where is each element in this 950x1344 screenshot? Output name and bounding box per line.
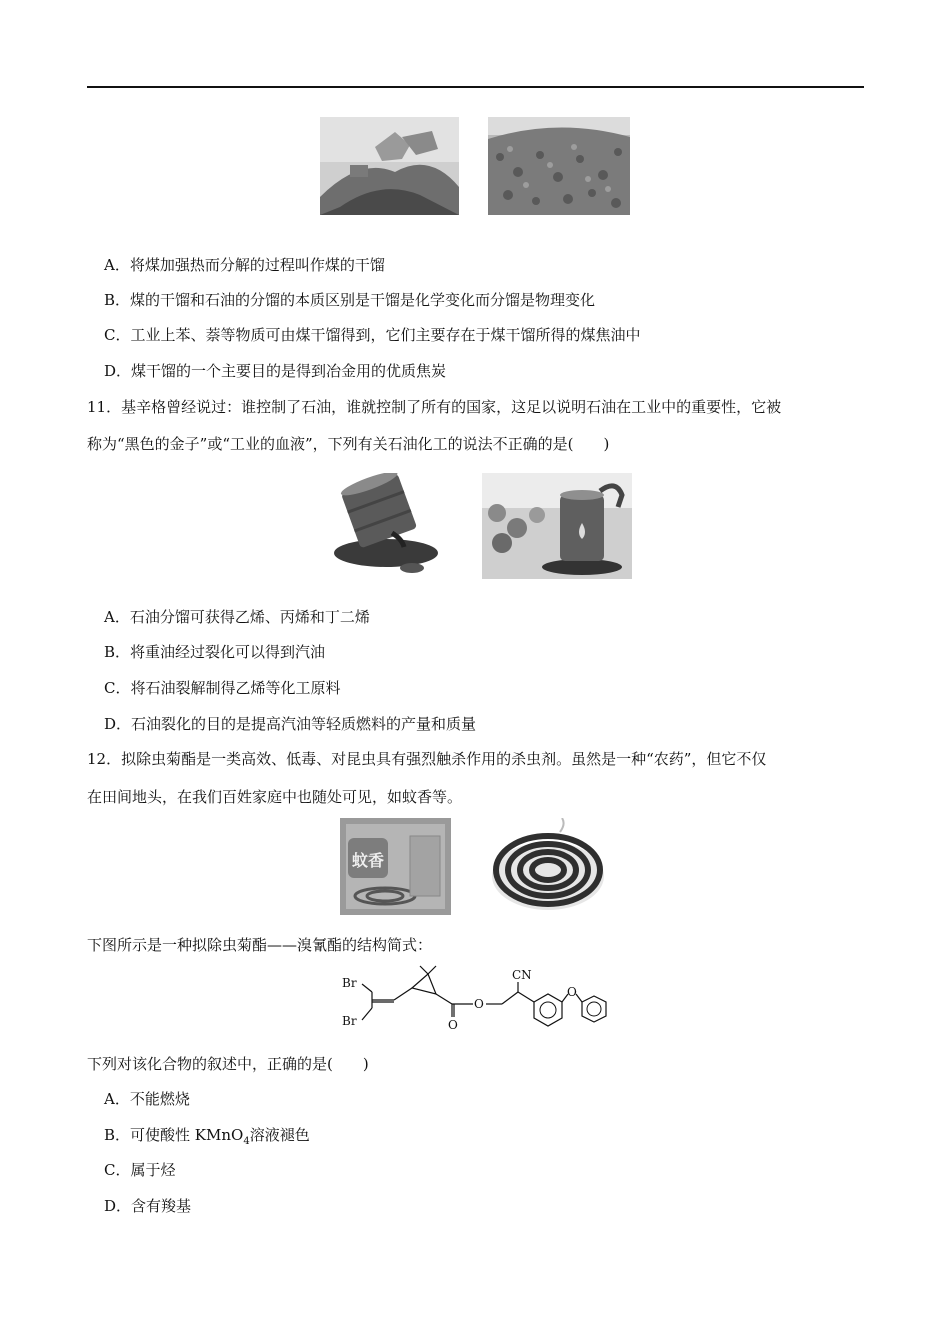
- structure-label-br-top: Br: [342, 976, 357, 990]
- q12-option-b: B．可使酸性 KMnO$_4$溶液褪色: [104, 1126, 310, 1147]
- header-rule: [87, 86, 864, 88]
- q12-option-a: A．不能燃烧: [104, 1090, 190, 1108]
- q12-question: 下列对该化合物的叙述中，正确的是( ): [87, 1055, 369, 1073]
- q10-option-c: C．工业上苯、萘等物质可由煤干馏得到，它们主要存在于煤干馏所得的煤焦油中: [104, 326, 641, 344]
- q11-option-c: C．将石油裂解制得乙烯等化工原料: [104, 679, 341, 697]
- mosquito-coil-box-image: [340, 818, 451, 915]
- structure-label-ether-o: O: [567, 985, 577, 999]
- oil-barrel-protest-image: [482, 473, 632, 579]
- q11-option-a: A．石油分馏可获得乙烯、丙烯和丁二烯: [104, 608, 370, 626]
- structure-label-cn: CN: [512, 968, 532, 982]
- coal-excavator-image: [320, 117, 459, 215]
- q12-structure-intro: 下图所示是一种拟除虫菊酯——溴氰酯的结构简式：: [87, 936, 433, 954]
- oil-barrel-spill-image: [322, 473, 450, 579]
- q10-option-b: B．煤的干馏和石油的分馏的本质区别是干馏是化学变化而分馏是物理变化: [104, 291, 596, 309]
- coal-pile-image: [488, 117, 630, 215]
- structure-label-br-bottom: Br: [342, 1014, 357, 1028]
- q11-stem-line2: 称为“黑色的金子”或“工业的血液”，下列有关石油化工的说法不正确的是( ): [87, 435, 610, 453]
- q12-option-c: C．属于烃: [104, 1161, 176, 1179]
- q12-stem-line2: 在田间地头，在我们百姓家庭中也随处可见，如蚊香等。: [87, 788, 463, 806]
- q10-option-a: A．将煤加强热而分解的过程叫作煤的干馏: [104, 256, 385, 274]
- structure-label-ester-o: O: [474, 997, 484, 1011]
- q12-option-d: D．含有羧基: [104, 1197, 192, 1215]
- q10-option-d: D．煤干馏的一个主要目的是得到冶金用的优质焦炭: [104, 362, 447, 380]
- structure-label-carbonyl-o: O: [448, 1018, 458, 1032]
- q12-stem-line1: 12．拟除虫菊酯是一类高效、低毒、对昆虫具有强烈触杀作用的杀虫剂。虽然是一种“农药”，但它不仅: [87, 750, 767, 768]
- mosquito-coil-box-label: 蚊香: [352, 851, 385, 870]
- mosquito-coil-image: [490, 818, 609, 915]
- q11-option-b: B．将重油经过裂化可以得到汽油: [104, 643, 326, 661]
- q11-stem-line1: 11．基辛格曾经说过：谁控制了石油，谁就控制了所有的国家，这足以说明石油在工业中的重要性，它被: [87, 398, 782, 416]
- deltamethrin-structure-diagram: [340, 962, 612, 1032]
- q11-option-d: D．石油裂化的目的是提高汽油等轻质燃料的产量和质量: [104, 715, 477, 733]
